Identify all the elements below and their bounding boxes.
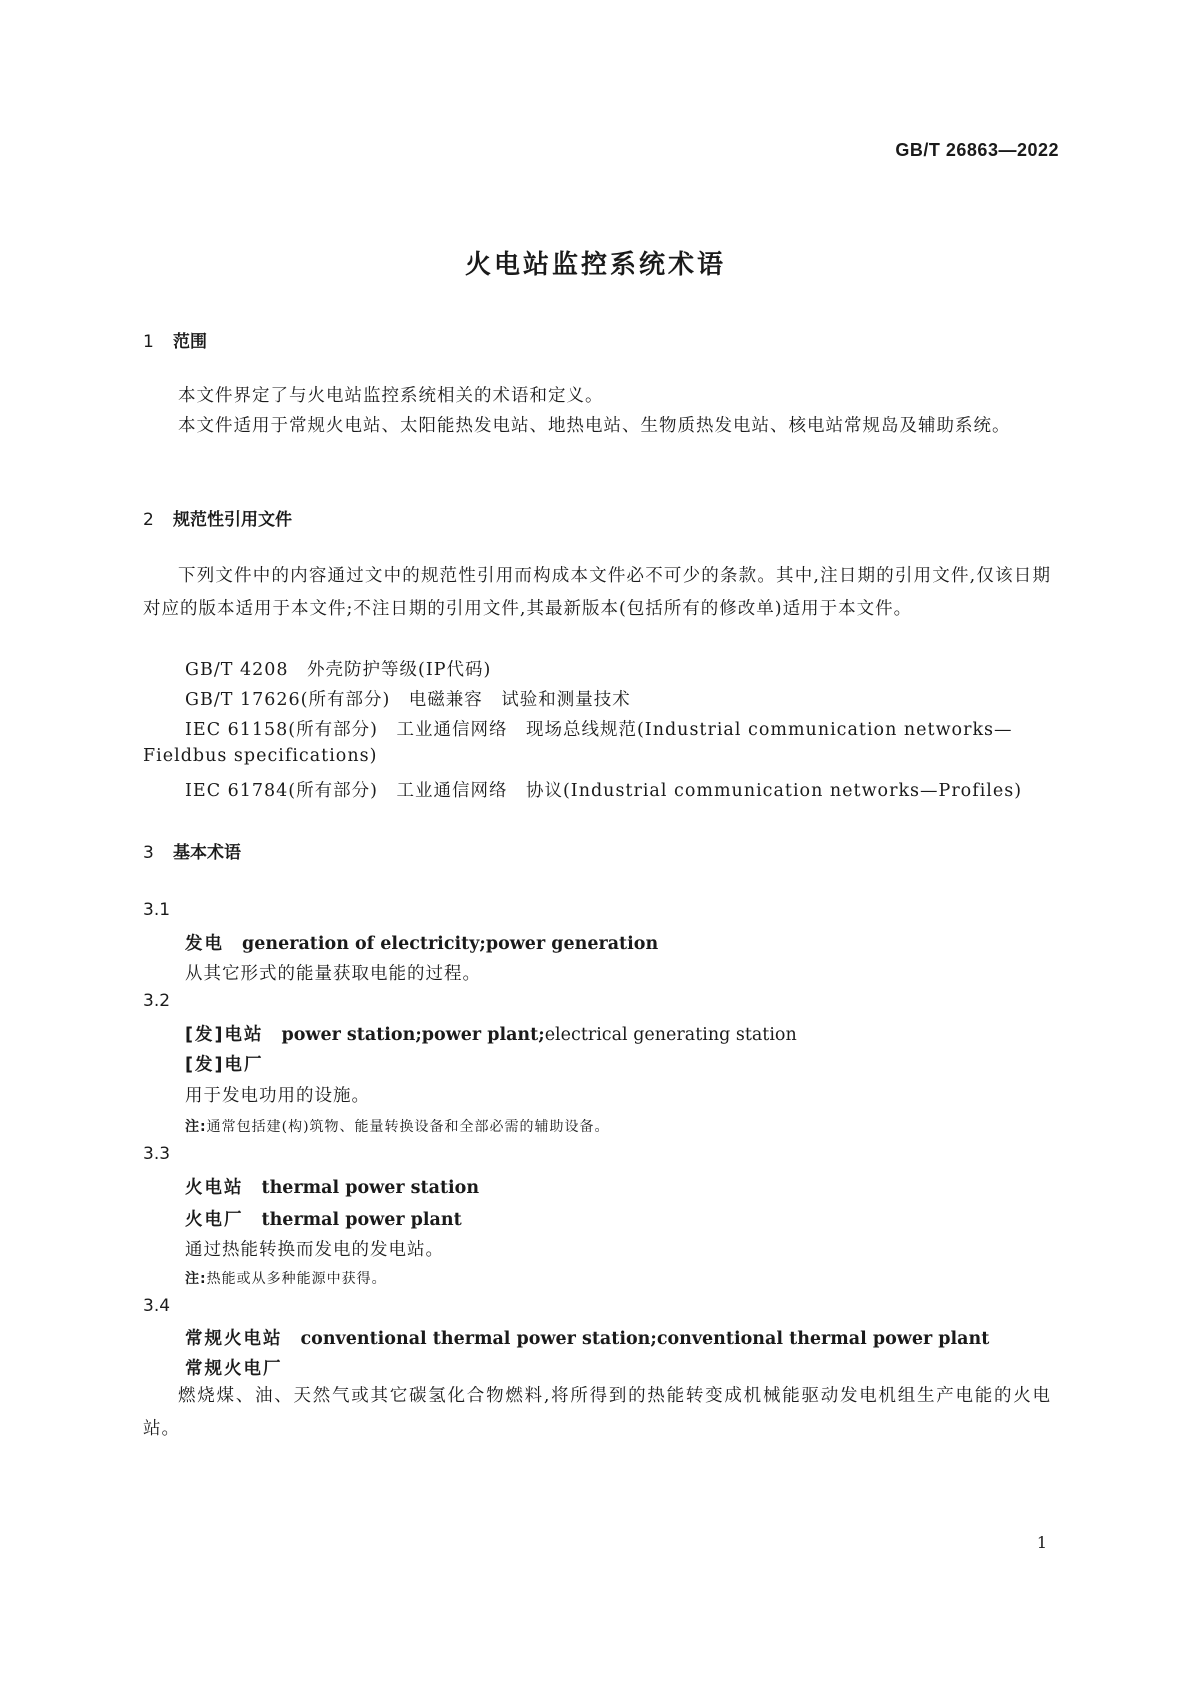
term-entry-alt xyxy=(185,1051,282,1076)
term-definition: 用于发电功用的设施。 xyxy=(185,1086,370,1106)
clause-number: 3.4 xyxy=(143,1296,171,1316)
clause-number: 3.2 xyxy=(143,991,171,1011)
term-definition: 通过热能转换而发电的发电站。 xyxy=(185,1240,444,1260)
term-definition: 从其它形式的能量获取电能的过程。 xyxy=(185,964,481,984)
term-zh: 发电 xyxy=(185,934,224,954)
term-zh: [发]电站 xyxy=(185,1025,264,1045)
section-1-paragraph-2: 本文件适用于常规火电站、太阳能热发电站、地热电站、生物质热发电站、核电站常规岛及辅助系统。 xyxy=(178,416,1011,436)
section-2-heading xyxy=(143,505,292,530)
term-note xyxy=(185,1116,610,1136)
normative-reference: IEC 61784(所有部分) 工业通信网络 协议(Industrial communication networks—Profiles) xyxy=(185,781,1023,801)
note-label: 注: xyxy=(185,1271,207,1287)
normative-reference: GB/T 4208 外壳防护等级(IP代码) xyxy=(185,660,492,680)
section-number: 2 xyxy=(143,510,154,530)
section-3-heading xyxy=(143,838,241,863)
term-entry xyxy=(185,930,658,955)
term-entry xyxy=(185,1325,989,1350)
section-title: 范围 xyxy=(173,332,207,352)
section-number: 3 xyxy=(143,843,154,863)
term-zh: 常规火电厂 xyxy=(185,1359,283,1379)
term-en: conventional thermal power station;conventional thermal power plant xyxy=(300,1329,990,1349)
term-en: power station;power plant; xyxy=(281,1025,545,1045)
term-entry xyxy=(185,1174,479,1199)
term-zh: 常规火电站 xyxy=(185,1329,283,1349)
document-title: 火电站监控系统术语 xyxy=(464,250,726,280)
term-definition: 燃烧煤、油、天然气或其它碳氢化合物燃料,将所得到的热能转变成机械能驱动发电机组生产电能的火电站。 xyxy=(143,1386,1051,1439)
term-entry xyxy=(185,1021,797,1046)
term-zh: [发]电厂 xyxy=(185,1055,264,1075)
note-text: 热能或从多种能源中获得。 xyxy=(206,1271,387,1287)
term-zh: 火电厂 xyxy=(185,1210,244,1230)
clause-number: 3.1 xyxy=(143,900,171,920)
note-text: 通常包括建(构)筑物、能量转换设备和全部必需的辅助设备。 xyxy=(206,1119,610,1135)
term-entry xyxy=(185,1206,462,1231)
normative-reference-continued: Fieldbus specifications) xyxy=(143,746,378,766)
page-number: 1 xyxy=(1036,1533,1047,1552)
term-en: thermal power plant xyxy=(261,1210,462,1230)
section-title: 规范性引用文件 xyxy=(173,510,292,530)
section-number: 1 xyxy=(143,332,154,352)
clause-number: 3.3 xyxy=(143,1144,171,1164)
note-label: 注: xyxy=(185,1119,207,1135)
term-entry-alt xyxy=(185,1355,301,1380)
section-2-paragraph: 下列文件中的内容通过文中的规范性引用而构成本文件必不可少的条款。其中,注日期的引用文件,仅该日期对应的版本适用于本文件;不注日期的引用文件,其最新版本(包括所有的修改单)适用于本文件。 xyxy=(143,566,1051,619)
term-note xyxy=(185,1268,387,1288)
term-en: thermal power station xyxy=(261,1178,480,1198)
section-title: 基本术语 xyxy=(173,843,241,863)
section-1-paragraph-1: 本文件界定了与火电站监控系统相关的术语和定义。 xyxy=(178,386,604,406)
document-code: GB/T 26863—2022 xyxy=(895,140,1059,160)
term-en: generation of electricity;power generation xyxy=(242,934,659,954)
section-1-heading xyxy=(143,327,207,352)
normative-reference: IEC 61158(所有部分) 工业通信网络 现场总线规范(Industrial communication networks— xyxy=(185,720,1013,740)
normative-reference: GB/T 17626(所有部分) 电磁兼容 试验和测量技术 xyxy=(185,690,631,710)
term-zh: 火电站 xyxy=(185,1178,244,1198)
term-en-admitted: electrical generating station xyxy=(544,1025,797,1045)
